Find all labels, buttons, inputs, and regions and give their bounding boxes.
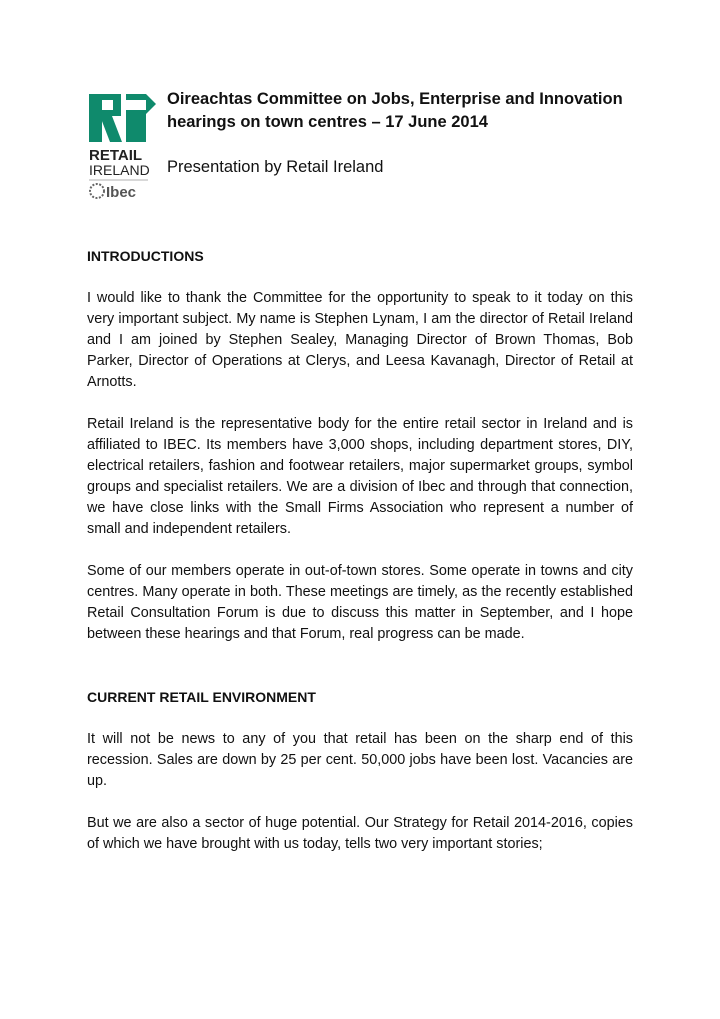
logo-line1: RETAIL: [89, 147, 143, 164]
paragraph: Some of our members operate in out-of-town stores. Some operate in towns and city centres. Many operate in both. These meetings are timely, as the recently established Retail Consultation Forum is due to discuss this matter in September, and I hope between these hearings and that Forum, real progress can be made.: [87, 563, 633, 642]
retail-ireland-logo: [86, 90, 158, 202]
title-line-2: hearings on town centres – 17 June 2014: [167, 113, 488, 131]
section-heading-current-retail-environment: CURRENT RETAIL ENVIRONMENT: [87, 689, 316, 705]
document-body: [87, 246, 633, 855]
title-line-1: Oireachtas Committee on Jobs, Enterprise and Innovation: [167, 90, 623, 108]
subtitle: Presentation by Retail Ireland: [167, 158, 384, 176]
section-heading-introductions: INTRODUCTIONS: [87, 248, 204, 264]
logo-line2: IRELAND: [89, 162, 150, 178]
paragraph: I would like to thank the Committee for the opportunity to speak to it today on this very important subject. My name is Stephen Lynam, I am the director of Retail Ireland and I am joined by Stephen Sealey, Managing Director of Brown Thomas, Bob Parker, Director of Operations at Clerys, and Leesa Kavanagh, Director of Retail at Arnotts.: [87, 290, 633, 390]
paragraph: Retail Ireland is the representative body for the entire retail sector in Ireland and is affiliated to IBEC. Its members have 3,000 shops, including department stores, DIY, electrical retailers, fashion and footwear retailers, major supermarket groups, symbol groups and specialist retailers. We are a division of Ibec and through that connection, we have close links with the Small Firms Association who represent a number of small and independent retailers.: [87, 416, 633, 537]
paragraph: It will not be news to any of you that retail has been on the sharp end of this recession. Sales are down by 25 per cent. 50,000 jobs have been lost. Vacancies are up.: [87, 731, 633, 789]
paragraph: But we are also a sector of huge potential. Our Strategy for Retail 2014-2016, copies of which we have brought with us today, tells two very important stories;: [87, 815, 633, 852]
document-header: [167, 88, 647, 179]
ri-logo-mark-icon: [86, 90, 158, 202]
ibec-logo-text: Ibec: [106, 184, 137, 201]
